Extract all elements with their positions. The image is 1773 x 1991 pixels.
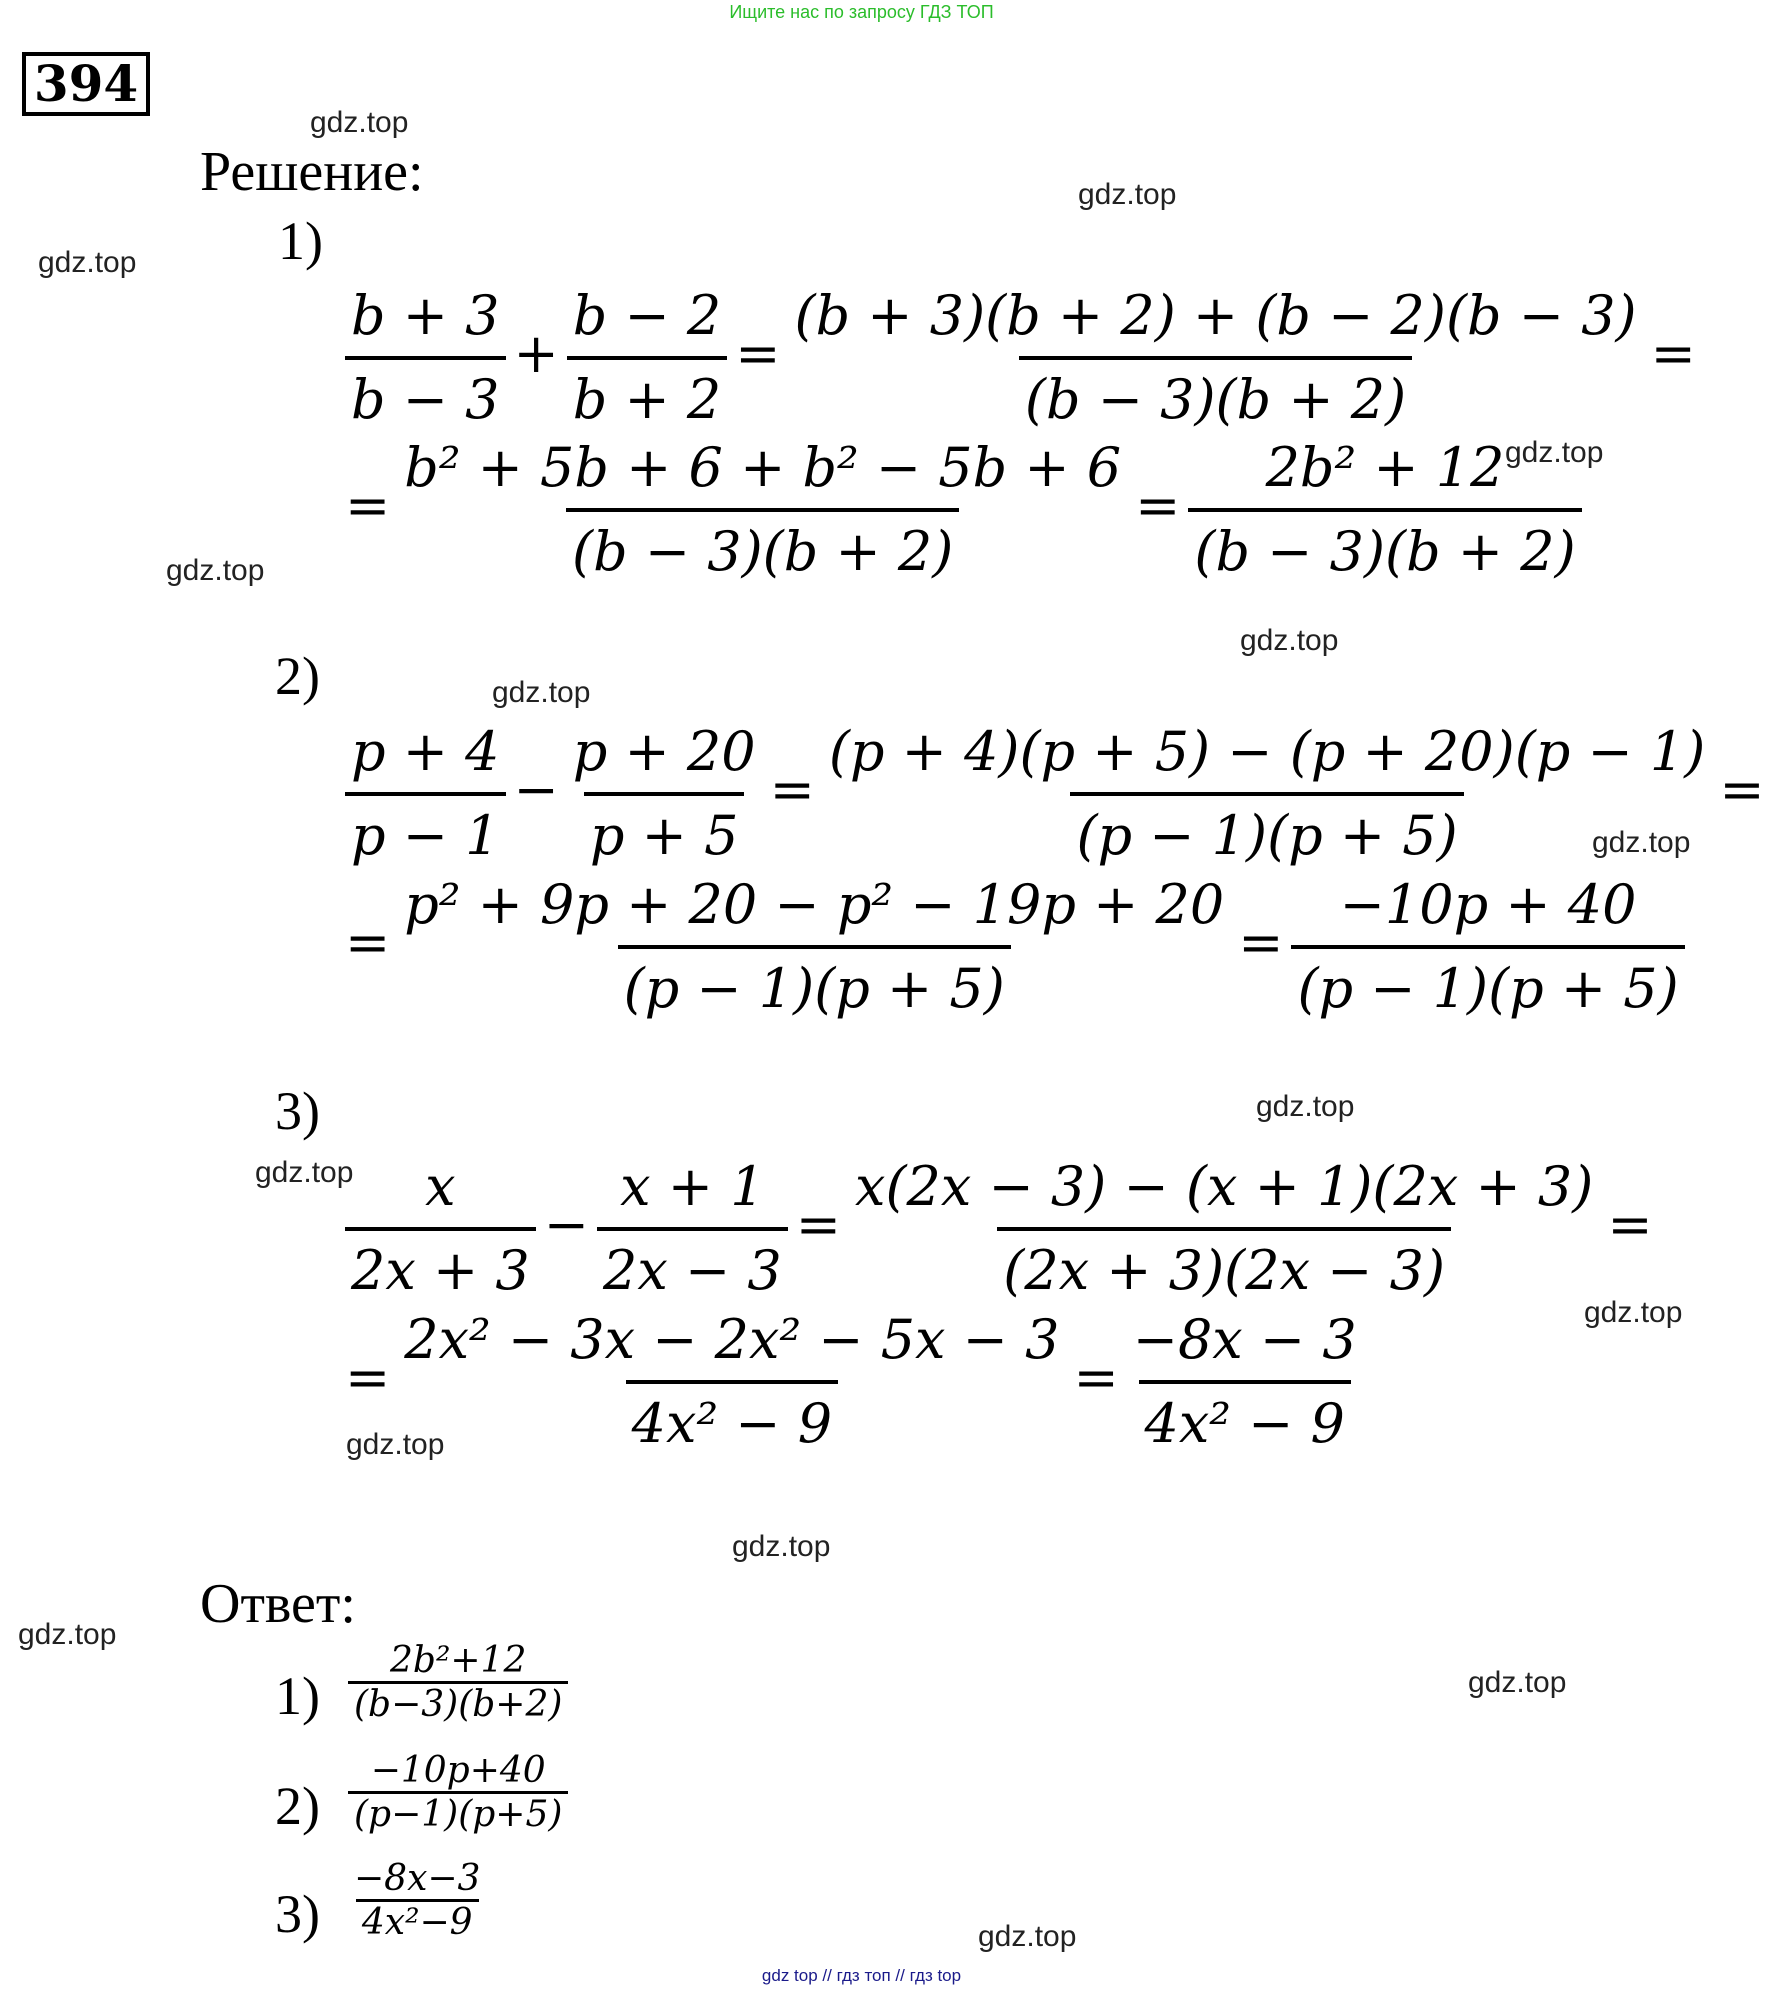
- denominator: (b−3)(b+2): [348, 1681, 568, 1725]
- watermark: gdz.top: [1256, 1090, 1355, 1123]
- fraction: [345, 276, 506, 440]
- operator: −: [513, 758, 559, 821]
- operator: −: [543, 1193, 589, 1256]
- numerator: b − 2: [572, 284, 722, 347]
- denominator: (b − 3)(b + 2): [1188, 508, 1581, 592]
- item-2-label: 2): [275, 646, 320, 706]
- watermark: gdz.top: [18, 1618, 117, 1651]
- item-2-line-2: [345, 865, 1685, 1029]
- fraction: [398, 1300, 1065, 1464]
- denominator: (b − 3)(b + 2): [1019, 356, 1412, 440]
- fraction: [567, 276, 728, 440]
- numerator: −10p + 40: [1339, 873, 1637, 936]
- numerator: x + 1: [620, 1155, 765, 1218]
- fraction: [345, 1147, 536, 1311]
- answer-3-label: 3): [275, 1884, 320, 1944]
- fraction: [348, 1858, 486, 1943]
- numerator: −10p+40: [370, 1750, 546, 1791]
- fraction: [567, 712, 762, 876]
- numerator: −8x−3: [354, 1858, 481, 1899]
- numerator: x: [425, 1155, 456, 1218]
- equals-sign: =: [1607, 1193, 1653, 1256]
- fraction: [345, 712, 506, 876]
- operator: +: [513, 322, 559, 385]
- denominator: p − 1: [345, 792, 506, 876]
- denominator: (p − 1)(p + 5): [1070, 792, 1463, 876]
- equals-sign: =: [735, 322, 781, 385]
- watermark: gdz.top: [492, 676, 591, 709]
- denominator: b − 3: [345, 356, 506, 440]
- equals-sign: =: [1073, 1346, 1119, 1409]
- promo-banner: Ищите нас по запросу ГДЗ ТОП: [729, 2, 994, 22]
- numerator: (p + 4)(p + 5) − (p + 20)(p − 1): [828, 720, 1706, 783]
- watermark: gdz.top: [346, 1428, 445, 1461]
- numerator: b² + 5b + 6 + b² − 5b + 6: [404, 436, 1122, 499]
- watermark: gdz.top: [166, 554, 265, 587]
- numerator: −8x − 3: [1132, 1308, 1357, 1371]
- answer-heading: Ответ:: [200, 1573, 356, 1635]
- item-1-label: 1): [278, 211, 323, 271]
- watermark: gdz.top: [1468, 1666, 1567, 1699]
- watermark: gdz.top: [255, 1156, 354, 1189]
- denominator: (p − 1)(p + 5): [618, 945, 1011, 1029]
- fraction: [849, 1147, 1599, 1311]
- denominator: (p − 1)(p + 5): [1291, 945, 1684, 1029]
- denominator: 4x² − 9: [626, 1380, 838, 1464]
- numerator: p² + 9p + 20 − p² − 19p + 20: [404, 873, 1225, 936]
- denominator: b + 2: [567, 356, 728, 440]
- numerator: (b + 3)(b + 2) + (b − 2)(b − 3): [794, 284, 1637, 347]
- watermark: gdz.top: [1592, 826, 1691, 859]
- answer-3: [348, 1858, 486, 1943]
- fraction: [398, 865, 1230, 1029]
- numerator: 2b²+12: [390, 1640, 527, 1681]
- fraction: [348, 1750, 568, 1835]
- fraction: [789, 276, 1643, 440]
- watermark: gdz.top: [1584, 1296, 1683, 1329]
- answer-1-label: 1): [275, 1666, 320, 1726]
- equals-sign: =: [1650, 322, 1696, 385]
- problem-number: 394: [22, 52, 150, 116]
- item-3-label: 3): [275, 1081, 320, 1141]
- item-3-line-1: [345, 1147, 1661, 1311]
- watermark: gdz.top: [1240, 624, 1339, 657]
- item-1-line-1: [345, 276, 1704, 440]
- answer-1: [348, 1640, 568, 1725]
- equals-sign: =: [795, 1193, 841, 1256]
- denominator: (2x + 3)(2x − 3): [997, 1227, 1451, 1311]
- answer-2-label: 2): [275, 1776, 320, 1836]
- fraction: [823, 712, 1711, 876]
- denominator: p + 5: [584, 792, 745, 876]
- numerator: b + 3: [351, 284, 500, 347]
- watermark: gdz.top: [1505, 436, 1604, 469]
- fraction: [348, 1640, 568, 1725]
- watermark: gdz.top: [310, 106, 409, 139]
- watermark: gdz.top: [1078, 178, 1177, 211]
- denominator: 2x − 3: [597, 1227, 788, 1311]
- equals-sign: =: [1719, 758, 1765, 821]
- equals-sign: =: [345, 1346, 391, 1409]
- solution-heading: Решение:: [200, 141, 424, 203]
- watermark: gdz.top: [732, 1530, 831, 1563]
- watermark: gdz.top: [38, 246, 137, 279]
- denominator: 4x² − 9: [1139, 1380, 1351, 1464]
- denominator: (b − 3)(b + 2): [566, 508, 959, 592]
- numerator: 2b² + 12: [1265, 436, 1505, 499]
- fraction: [1291, 865, 1684, 1029]
- fraction: [398, 428, 1127, 592]
- equals-sign: =: [345, 474, 391, 537]
- answer-2: [348, 1750, 568, 1835]
- numerator: 2x² − 3x − 2x² − 5x − 3: [404, 1308, 1060, 1371]
- equals-sign: =: [345, 911, 391, 974]
- watermark: gdz.top: [978, 1920, 1077, 1953]
- denominator: 4x²−9: [356, 1899, 479, 1943]
- footer-links: gdz top // гдз топ // гдз top: [761, 1966, 962, 1985]
- equals-sign: =: [1135, 474, 1181, 537]
- equals-sign: =: [769, 758, 815, 821]
- denominator: (p−1)(p+5): [348, 1791, 568, 1835]
- item-1-line-2: [345, 428, 1582, 592]
- denominator: 2x + 3: [345, 1227, 536, 1311]
- equals-sign: =: [1238, 911, 1284, 974]
- numerator: p + 4: [351, 720, 500, 783]
- item-2-line-1: [345, 712, 1773, 876]
- fraction: [597, 1147, 788, 1311]
- item-3-line-2: [345, 1300, 1363, 1464]
- numerator: x(2x − 3) − (x + 1)(2x + 3): [855, 1155, 1594, 1218]
- fraction: [1127, 1300, 1363, 1464]
- numerator: p + 20: [572, 720, 756, 783]
